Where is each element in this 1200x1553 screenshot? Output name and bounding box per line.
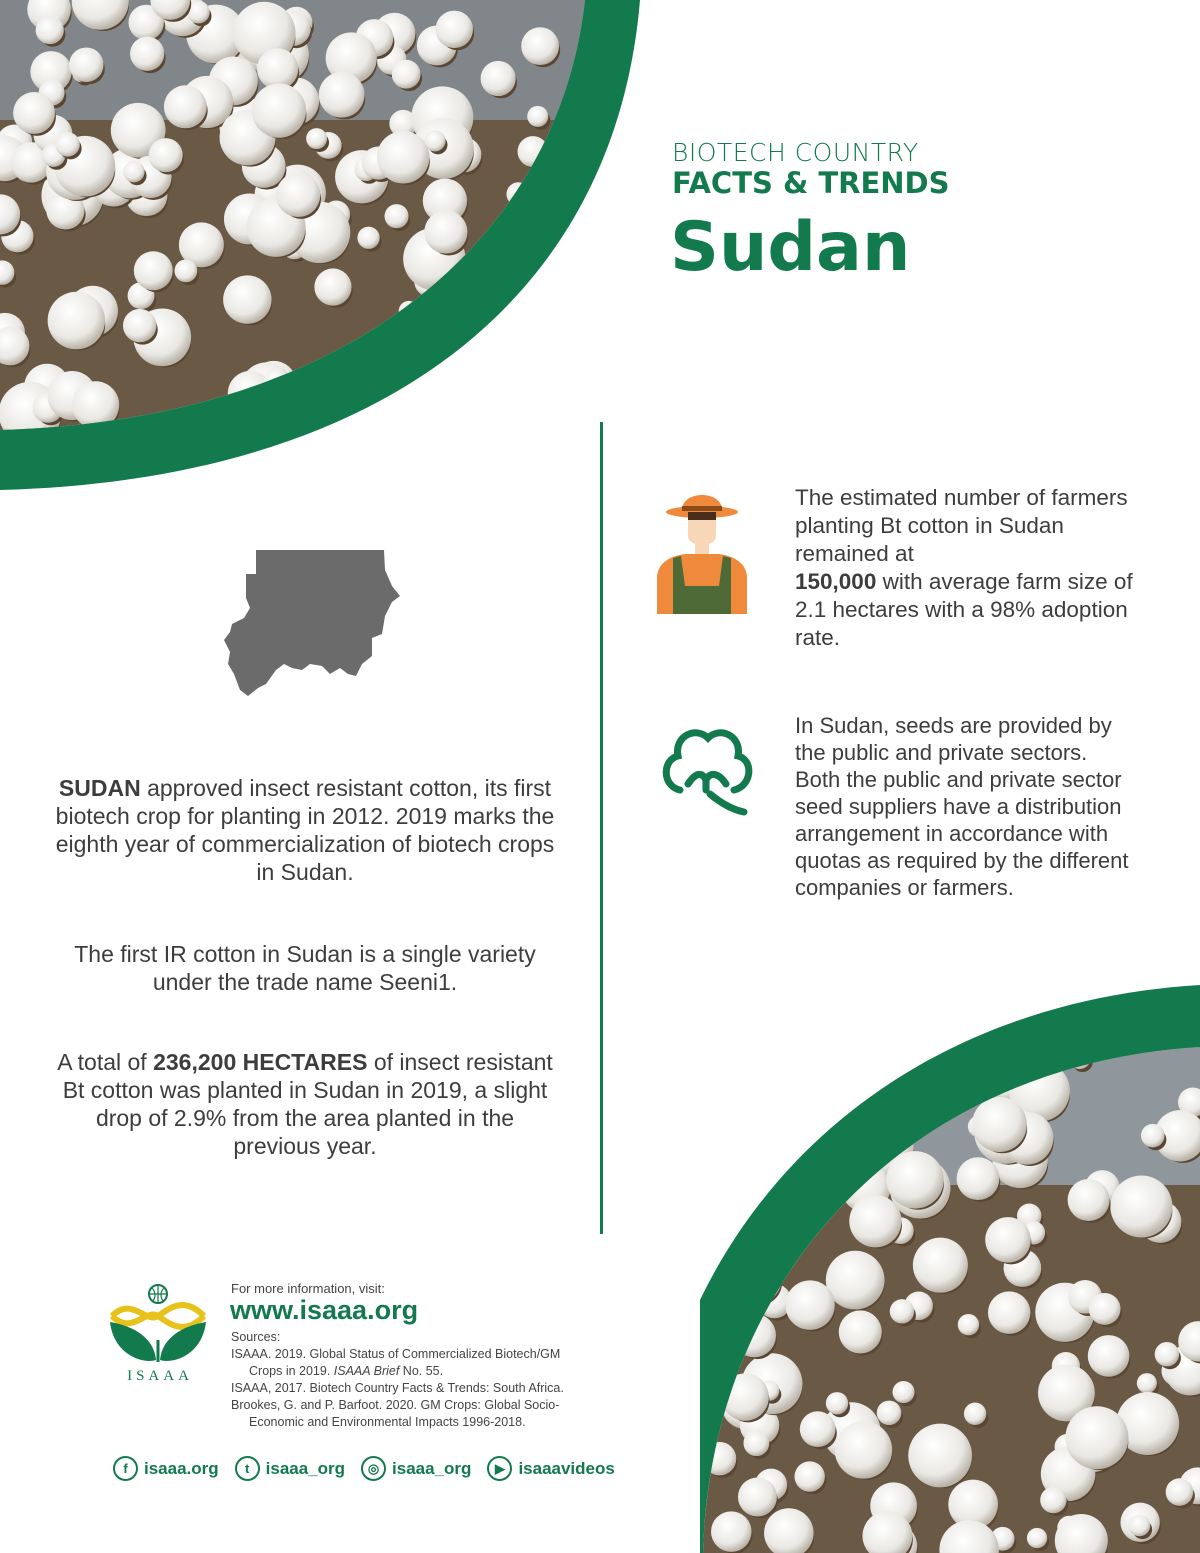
- sources-block: [231, 1329, 564, 1431]
- hectares-bold: 236,200 HECTARES: [153, 1049, 368, 1075]
- isaaa-logo: [104, 1282, 212, 1392]
- facebook-label: isaaa.org: [144, 1458, 219, 1478]
- twitter-icon: t: [235, 1456, 260, 1481]
- cotton-photo-bottom: [700, 985, 1200, 1553]
- sudan-bold: SUDAN: [58, 775, 141, 801]
- source-3a: Brookes, G. and P. Barfoot. 2020. GM Crops: Global Socio-: [231, 1398, 560, 1412]
- paragraph-approval: [55, 774, 555, 886]
- cotton-boll-icon: [660, 720, 755, 824]
- source-1b-pre: Crops in 2019.: [249, 1364, 334, 1378]
- more-info-label: For more information, visit:: [231, 1281, 385, 1296]
- cotton-field-image-top: [0, 0, 640, 490]
- farmer-icon: [655, 486, 750, 618]
- source-1a: ISAAA. 2019. Global Status of Commercialized Biotech/GM: [231, 1347, 561, 1361]
- social-facebook[interactable]: [113, 1456, 219, 1481]
- source-1b-italic: ISAAA Brief: [333, 1364, 400, 1378]
- youtube-icon: ▶: [487, 1456, 512, 1481]
- social-instagram[interactable]: [361, 1456, 471, 1481]
- farmer-text: [795, 484, 1135, 652]
- vertical-divider: [600, 422, 603, 1234]
- social-youtube[interactable]: [487, 1456, 614, 1481]
- sudan-map-icon: [222, 546, 404, 702]
- social-links: [113, 1456, 615, 1481]
- source-2: ISAAA, 2017. Biotech Country Facts & Trends: South Africa.: [231, 1381, 564, 1395]
- source-3b: Economic and Environmental Impacts 1996-2018.: [249, 1415, 526, 1429]
- farmer-text-post: with average farm size of 2.1 hectares with a 98% adoption rate.: [795, 569, 1133, 650]
- cotton-field-image-bottom: [700, 985, 1200, 1553]
- cotton-photo-top: [0, 0, 640, 490]
- title-line-2: FACTS & TRENDS: [672, 166, 950, 200]
- country-title: Sudan: [670, 208, 911, 287]
- source-1b-post: No. 55.: [399, 1364, 444, 1378]
- logo-text: ISAAA: [127, 1368, 193, 1384]
- source-1b: [231, 1363, 564, 1380]
- farmers-count: 150,000: [795, 569, 877, 594]
- instagram-icon: ◎: [361, 1456, 386, 1481]
- hectares-post: of insect resistant Bt cotton was planted in Sudan in 2019, a slight drop of 2.9% from the area planted in the previous year.: [62, 1049, 553, 1159]
- instagram-label: isaaa_org: [392, 1458, 472, 1478]
- paragraph-approval-text: approved insect resistant cotton, its first biotech crop for planting in 2012. 2019 marks the eighth year of commercialization of biotech crops in Sudan.: [55, 775, 555, 885]
- twitter-label: isaaa_org: [265, 1458, 346, 1478]
- seeds-text: In Sudan, seeds are provided by the public and private sectors. Both the public and private sector seed suppliers have a distribution arrangement in accordance with quotas as required by the different companies or farmers.: [795, 713, 1129, 900]
- youtube-label: isaaavideos: [518, 1458, 615, 1478]
- website-link[interactable]: www.isaaa.org: [230, 1295, 419, 1325]
- farmer-text-pre: The estimated number of farmers planting Bt cotton in Sudan remained at: [795, 485, 1128, 566]
- sources-label: Sources:: [231, 1330, 281, 1344]
- paragraph-seeni1: The first IR cotton in Sudan is a single variety under the trade name Seeni1.: [74, 941, 536, 995]
- paragraph-hectares: [55, 1048, 555, 1160]
- facebook-icon: f: [113, 1456, 138, 1481]
- hectares-pre: A total of: [57, 1049, 154, 1075]
- title-line-1: BIOTECH COUNTRY: [672, 138, 919, 167]
- social-twitter[interactable]: [235, 1456, 345, 1481]
